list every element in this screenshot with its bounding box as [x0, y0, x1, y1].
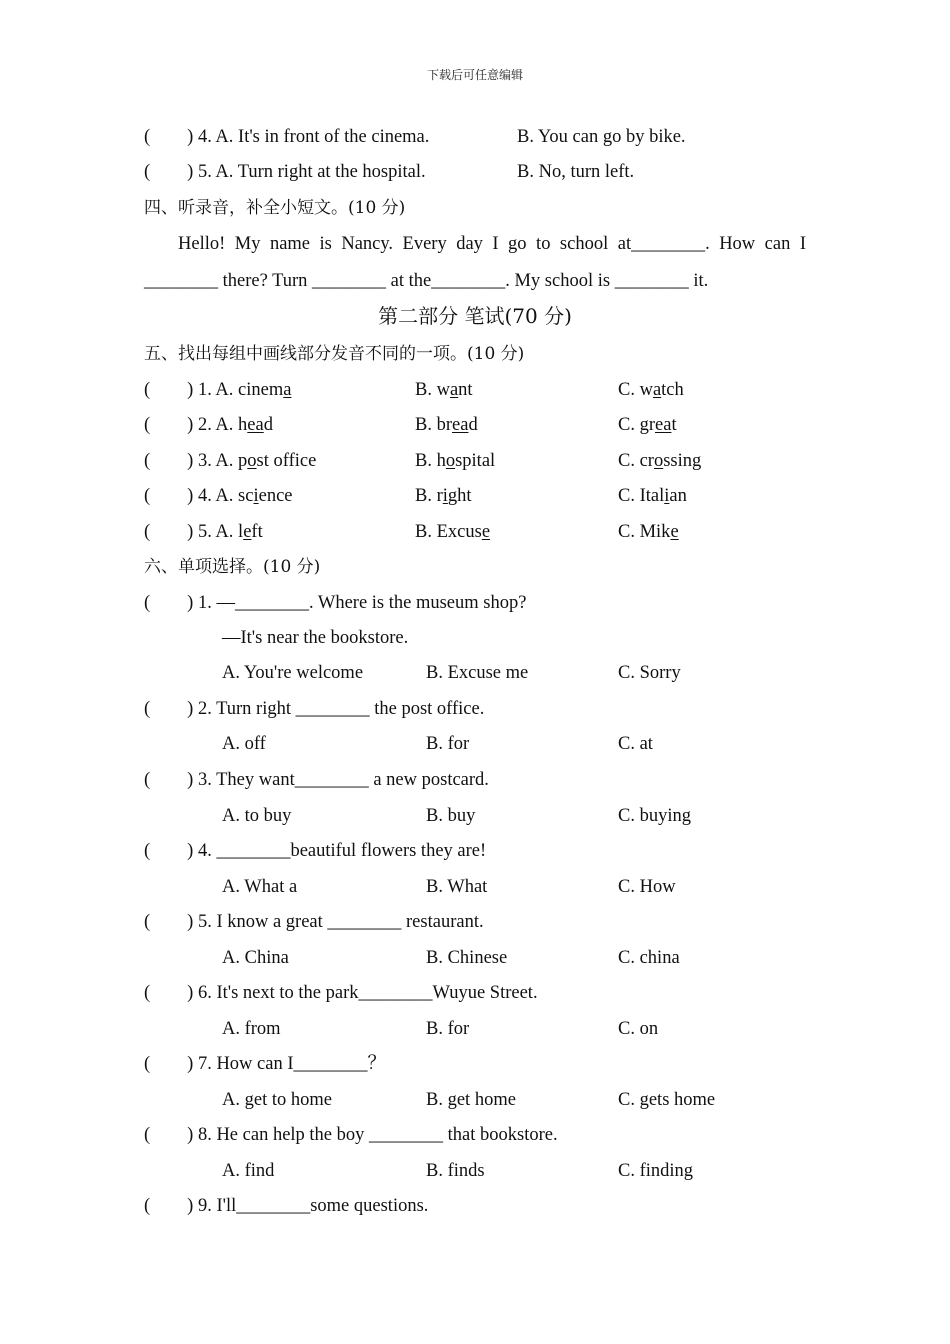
- s5-q4-b-underlined: i: [442, 486, 448, 506]
- s5-q1: [144, 379, 291, 401]
- s5-q4-a-pre: sc: [238, 486, 254, 506]
- s5-q5-c-pre: C. Mik: [618, 522, 671, 542]
- s5-q2-c: [618, 414, 677, 436]
- s5-q4-c-pre: C. Ital: [618, 486, 665, 506]
- s6-q8-stem: ( ) 8. He can help the boy ________ that bookstore.: [144, 1125, 558, 1145]
- s5-q5-b: [415, 521, 490, 543]
- listening-q4: ( ) 4. A. It's in front of the cinema.: [144, 127, 430, 147]
- s5-q3-c-underlined: o: [653, 451, 664, 471]
- s5-q3-b-post: spital: [455, 451, 496, 471]
- s6-q7-option-a: A. get to home: [222, 1090, 332, 1110]
- s5-q4-a-post: ence: [258, 486, 293, 506]
- s6-q1-option-b: B. Excuse me: [426, 663, 529, 683]
- s6-q6-stem: ( ) 6. It's next to the park________Wuyue Street.: [144, 983, 538, 1003]
- s6-q1-stem: ( ) 1. —________. Where is the museum shop?: [144, 593, 527, 613]
- s5-q1-a-underlined: a: [283, 380, 292, 400]
- s5-q4-a-underlined: i: [253, 486, 259, 506]
- s5-q2-num: ( ) 2. A.: [144, 415, 239, 435]
- s5-q4-b-pre: B. r: [415, 486, 443, 506]
- listening-q5: ( ) 5. A. Turn right at the hospital.: [144, 162, 426, 182]
- section5-title: 五、找出每组中画线部分发音不同的一项。(10 分): [144, 344, 525, 364]
- s5-q2-b-post: d: [468, 415, 478, 435]
- s6-q4-option-b: B. What: [426, 877, 488, 897]
- s5-q3: [144, 450, 316, 472]
- s5-q5-a-underlined: e: [243, 522, 252, 542]
- s5-q2-b: [415, 414, 478, 436]
- s6-q5-stem: ( ) 5. I know a great ________ restaurant.: [144, 912, 484, 932]
- s5-q1-b-underlined: a: [449, 380, 459, 400]
- s6-q2-option-b: B. for: [426, 734, 470, 754]
- s6-q3-stem: ( ) 3. They want________ a new postcard.: [144, 770, 489, 790]
- section4-title: 四、听录音，补全小短文。(10 分): [144, 198, 406, 218]
- s6-q8-option-a: A. find: [222, 1161, 275, 1181]
- s6-q6-option-b: B. for: [426, 1019, 470, 1039]
- part2-title: 第二部分 笔试(70 分): [378, 304, 572, 328]
- s6-q1-reply: —It's near the bookstore.: [222, 628, 409, 648]
- s5-q4-b: [415, 485, 472, 507]
- s6-q4-option-c: C. How: [618, 877, 676, 897]
- s5-q3-a-pre: p: [238, 451, 248, 471]
- s5-q3-c-pre: C. cr: [618, 451, 654, 471]
- s6-q1-option-c: C. Sorry: [618, 663, 681, 683]
- s5-q5-b-underlined: e: [481, 522, 491, 542]
- s5-q3-b: [415, 450, 495, 472]
- s5-q3-num: ( ) 3. A.: [144, 451, 239, 471]
- s5-q2-b-pre: B. br: [415, 415, 452, 435]
- s6-q6-option-a: A. from: [222, 1019, 281, 1039]
- s5-q2-a-post: d: [263, 415, 273, 435]
- s5-q1-b-post: nt: [458, 380, 473, 400]
- s5-q1-c-pre: C. w: [618, 380, 653, 400]
- s5-q5-a-post: ft: [251, 522, 263, 542]
- s5-q4-c: [618, 485, 687, 507]
- s6-q4-stem: ( ) 4. ________beautiful flowers they are!: [144, 841, 487, 861]
- s5-q5-c: [618, 521, 679, 543]
- section4-passage-line2: ________ there? Turn ________ at the________. My school is ________ it.: [144, 271, 709, 291]
- section4-passage: [144, 233, 806, 255]
- s5-q2-b-underlined: ea: [452, 415, 469, 435]
- s5-q4-num: ( ) 4. A.: [144, 486, 239, 506]
- s5-q4-c-underlined: i: [664, 486, 670, 506]
- s5-q5: [144, 521, 263, 543]
- s6-q2-stem: ( ) 2. Turn right ________ the post office.: [144, 699, 485, 719]
- s5-q1-c: [618, 379, 684, 401]
- s5-q1-b-pre: B. w: [415, 380, 450, 400]
- s5-q1-a-pre: cinem: [238, 380, 284, 400]
- s6-q5-option-a: A. China: [222, 948, 289, 968]
- s6-q9-stem: ( ) 9. I'll________some questions.: [144, 1196, 429, 1216]
- listening-q5-option-b: B. No, turn left.: [517, 162, 635, 182]
- s5-q4-c-post: an: [669, 486, 687, 506]
- s5-q2: [144, 414, 273, 436]
- s6-q2-option-a: A. off: [222, 734, 266, 754]
- s6-q6-option-c: C. on: [618, 1019, 659, 1039]
- s6-q3-option-c: C. buying: [618, 806, 691, 826]
- s5-q2-a-pre: h: [238, 415, 248, 435]
- s5-q1-b: [415, 379, 473, 401]
- s5-q3-a-underlined: o: [247, 451, 257, 471]
- s6-q8-option-b: B. finds: [426, 1161, 485, 1181]
- s5-q1-c-post: tch: [661, 380, 684, 400]
- s5-q5-num: ( ) 5. A.: [144, 522, 239, 542]
- section4-passage-line1: Hello! My name is Nancy. Every day I go to school at________. How can I: [178, 234, 806, 254]
- page-header: 下载后可任意编辑: [426, 68, 523, 82]
- s5-q3-c-post: ssing: [663, 451, 702, 471]
- s5-q5-c-underlined: e: [670, 522, 679, 542]
- s5-q2-c-pre: C. gr: [618, 415, 655, 435]
- s6-q7-option-c: C. gets home: [618, 1090, 716, 1110]
- section6-title: 六、单项选择。(10 分): [144, 557, 321, 577]
- s6-q2-option-c: C. at: [618, 734, 653, 754]
- s6-q1-option-a: A. You're welcome: [222, 663, 364, 683]
- s5-q5-a-pre: l: [238, 522, 244, 542]
- s6-q7-stem: ( ) 7. How can I________？: [144, 1054, 386, 1074]
- s5-q3-c: [618, 450, 701, 472]
- s6-q8-option-c: C. finding: [618, 1161, 694, 1181]
- s6-q4-option-a: A. What a: [222, 877, 298, 897]
- listening-q4-option-b: B. You can go by bike.: [517, 127, 686, 147]
- s5-q3-b-underlined: o: [445, 451, 456, 471]
- s6-q5-option-c: C. china: [618, 948, 680, 968]
- s5-q2-c-post: t: [671, 415, 677, 435]
- s5-q3-b-pre: B. h: [415, 451, 446, 471]
- s6-q3-option-a: A. to buy: [222, 806, 292, 826]
- s5-q2-c-underlined: ea: [655, 415, 672, 435]
- s6-q5-option-b: B. Chinese: [426, 948, 508, 968]
- s5-q2-a-underlined: ea: [247, 415, 264, 435]
- s5-q3-a-post: st office: [256, 451, 317, 471]
- s5-q1-c-underlined: a: [652, 380, 662, 400]
- s5-q1-num: ( ) 1. A.: [144, 380, 239, 400]
- s6-q7-option-b: B. get home: [426, 1090, 516, 1110]
- s5-q5-b-pre: B. Excus: [415, 522, 482, 542]
- s6-q3-option-b: B. buy: [426, 806, 476, 826]
- s5-q4-b-post: ght: [447, 486, 472, 506]
- s5-q4: [144, 485, 293, 507]
